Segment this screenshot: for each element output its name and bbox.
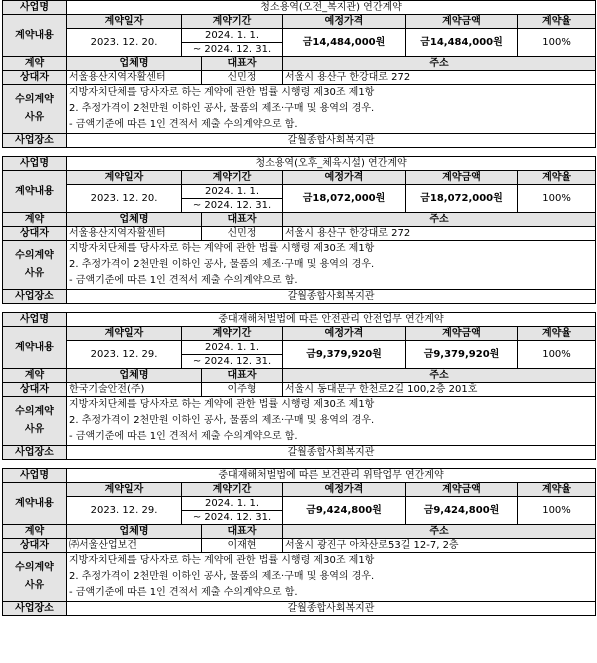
contract-period-header: 계약기간 xyxy=(182,327,283,341)
estimated-price-header: 예정가격 xyxy=(283,171,406,185)
reason-text xyxy=(67,85,596,134)
contract-rate-header: 계약율 xyxy=(518,171,596,185)
contractor-label-line1: 계약 xyxy=(3,57,67,71)
contract-period-start: 2024. 1. 1. xyxy=(182,29,283,43)
business-name-label: 사업명 xyxy=(3,157,67,171)
estimated-price-header: 예정가격 xyxy=(283,327,406,341)
contract-amount-header: 계약금액 xyxy=(406,327,518,341)
reason-label-line2: 사유 xyxy=(24,580,45,591)
reason-line-1: 지방자치단체를 당사자로 하는 계약에 관한 법률 시행령 제30조 제1항 xyxy=(69,555,375,566)
company-name-value: 서울용산지역자활센터 xyxy=(67,227,202,241)
contract-title: 중대재해처벌법에 따른 안전관리 안전업무 연간계약 xyxy=(67,313,596,327)
reason-line-2: 2. 추정가격이 2천만원 이하인 공사, 물품의 제조·구매 및 용역의 경우. xyxy=(69,415,375,426)
reason-line-3: - 금액기준에 따른 1인 견적서 제출 수의계약으로 함. xyxy=(69,587,298,598)
reason-label-line2: 사유 xyxy=(24,268,45,279)
contract-amount-header: 계약금액 xyxy=(406,15,518,29)
contract-period-header: 계약기간 xyxy=(182,171,283,185)
contract-amount-value: 금18,072,000원 xyxy=(406,185,518,213)
representative-value: 이주형 xyxy=(202,383,283,397)
contract-table xyxy=(2,312,596,460)
reason-line-2: 2. 추정가격이 2천만원 이하인 공사, 물품의 제조·구매 및 용역의 경우. xyxy=(69,103,375,114)
business-name-label: 사업명 xyxy=(3,313,67,327)
contract-title: 청소용역(오후_체육시설) 연간계약 xyxy=(67,157,596,171)
contract-details-label: 계약내용 xyxy=(3,483,67,525)
representative-value: 신민정 xyxy=(202,227,283,241)
contract-period-end: ~ 2024. 12. 31. xyxy=(182,199,283,213)
business-place-value: 갈월종합사회복지관 xyxy=(67,290,596,304)
business-place-value: 갈월종합사회복지관 xyxy=(67,134,596,148)
business-name-label: 사업명 xyxy=(3,1,67,15)
contract-period-header: 계약기간 xyxy=(182,483,283,497)
reason-label-line2: 사유 xyxy=(24,424,45,435)
reason-line-3: - 금액기준에 따른 1인 견적서 제출 수의계약으로 함. xyxy=(69,275,298,286)
address-header: 주소 xyxy=(283,57,596,71)
business-place-label: 사업장소 xyxy=(3,446,67,460)
contract-amount-header: 계약금액 xyxy=(406,483,518,497)
reason-text xyxy=(67,553,596,602)
company-name-header: 업체명 xyxy=(67,213,202,227)
representative-value: 이재현 xyxy=(202,539,283,553)
contract-period-end: ~ 2024. 12. 31. xyxy=(182,43,283,57)
contract-document xyxy=(2,0,595,624)
contract-date-value: 2023. 12. 20. xyxy=(67,29,182,57)
reason-label xyxy=(3,397,67,446)
contract-amount-value: 금9,424,800원 xyxy=(406,497,518,525)
contract-title: 청소용역(오전_복지관) 연간계약 xyxy=(67,1,596,15)
contract-date-header: 계약일자 xyxy=(67,171,182,185)
contract-rate-value: 100% xyxy=(518,29,596,57)
contract-details-label: 계약내용 xyxy=(3,15,67,57)
contract-period-start: 2024. 1. 1. xyxy=(182,497,283,511)
contract-period-header: 계약기간 xyxy=(182,15,283,29)
reason-label-line1: 수의계약 xyxy=(15,94,54,105)
estimated-price-value: 금14,484,000원 xyxy=(283,29,406,57)
contract-date-value: 2023. 12. 20. xyxy=(67,185,182,213)
contract-rate-value: 100% xyxy=(518,185,596,213)
contract-rate-header: 계약율 xyxy=(518,327,596,341)
contract-details-label: 계약내용 xyxy=(3,171,67,213)
company-name-header: 업체명 xyxy=(67,57,202,71)
representative-value: 신민정 xyxy=(202,71,283,85)
contract-period-start: 2024. 1. 1. xyxy=(182,185,283,199)
reason-line-2: 2. 추정가격이 2천만원 이하인 공사, 물품의 제조·구매 및 용역의 경우. xyxy=(69,571,375,582)
contract-details-label: 계약내용 xyxy=(3,327,67,369)
contract-date-value: 2023. 12. 29. xyxy=(67,497,182,525)
address-value: 서울시 용산구 한강대로 272 xyxy=(283,71,596,85)
business-name-label: 사업명 xyxy=(3,469,67,483)
reason-line-1: 지방자치단체를 당사자로 하는 계약에 관한 법률 시행령 제30조 제1항 xyxy=(69,243,375,254)
representative-header: 대표자 xyxy=(202,525,283,539)
reason-text xyxy=(67,241,596,290)
reason-line-3: - 금액기준에 따른 1인 견적서 제출 수의계약으로 함. xyxy=(69,119,298,130)
reason-label-line1: 수의계약 xyxy=(15,562,54,573)
contractor-label-line1: 계약 xyxy=(3,213,67,227)
contract-table xyxy=(2,156,596,304)
contract-period-end: ~ 2024. 12. 31. xyxy=(182,511,283,525)
contract-amount-value: 금9,379,920원 xyxy=(406,341,518,369)
contract-rate-header: 계약율 xyxy=(518,15,596,29)
address-header: 주소 xyxy=(283,525,596,539)
reason-label-line2: 사유 xyxy=(24,112,45,123)
contract-rate-header: 계약율 xyxy=(518,483,596,497)
representative-header: 대표자 xyxy=(202,57,283,71)
representative-header: 대표자 xyxy=(202,369,283,383)
reason-label-line1: 수의계약 xyxy=(15,250,54,261)
contractor-label-line1: 계약 xyxy=(3,525,67,539)
contract-title: 중대재해처벌법에 따른 보건관리 위탁업무 연간계약 xyxy=(67,469,596,483)
company-name-header: 업체명 xyxy=(67,369,202,383)
reason-label-line1: 수의계약 xyxy=(15,406,54,417)
address-value: 서울시 광진구 아차산로53길 12-7, 2층 xyxy=(283,539,596,553)
business-place-value: 갈월종합사회복지관 xyxy=(67,602,596,616)
reason-label xyxy=(3,85,67,134)
reason-line-3: - 금액기준에 따른 1인 견적서 제출 수의계약으로 함. xyxy=(69,431,298,442)
company-name-header: 업체명 xyxy=(67,525,202,539)
contract-table xyxy=(2,0,596,148)
address-header: 주소 xyxy=(283,213,596,227)
business-place-label: 사업장소 xyxy=(3,602,67,616)
contract-date-header: 계약일자 xyxy=(67,327,182,341)
contractor-label-line2: 상대자 xyxy=(3,227,67,241)
contract-period-start: 2024. 1. 1. xyxy=(182,341,283,355)
estimated-price-value: 금9,424,800원 xyxy=(283,497,406,525)
estimated-price-value: 금9,379,920원 xyxy=(283,341,406,369)
contract-date-value: 2023. 12. 29. xyxy=(67,341,182,369)
contractor-label-line2: 상대자 xyxy=(3,383,67,397)
representative-header: 대표자 xyxy=(202,213,283,227)
contract-period-end: ~ 2024. 12. 31. xyxy=(182,355,283,369)
address-value: 서울시 용산구 한강대로 272 xyxy=(283,227,596,241)
contract-date-header: 계약일자 xyxy=(67,15,182,29)
contract-amount-header: 계약금액 xyxy=(406,171,518,185)
estimated-price-header: 예정가격 xyxy=(283,483,406,497)
contract-amount-value: 금14,484,000원 xyxy=(406,29,518,57)
contractor-label-line2: 상대자 xyxy=(3,539,67,553)
company-name-value: 한국기술안전(주) xyxy=(67,383,202,397)
company-name-value: ㈜서울산업보건 xyxy=(67,539,202,553)
reason-label xyxy=(3,241,67,290)
reason-line-2: 2. 추정가격이 2천만원 이하인 공사, 물품의 제조·구매 및 용역의 경우. xyxy=(69,259,375,270)
contractor-label-line1: 계약 xyxy=(3,369,67,383)
business-place-label: 사업장소 xyxy=(3,290,67,304)
reason-label xyxy=(3,553,67,602)
reason-line-1: 지방자치단체를 당사자로 하는 계약에 관한 법률 시행령 제30조 제1항 xyxy=(69,87,375,98)
address-value: 서울시 동대문구 한천로2길 100,2층 201호 xyxy=(283,383,596,397)
estimated-price-value: 금18,072,000원 xyxy=(283,185,406,213)
business-place-label: 사업장소 xyxy=(3,134,67,148)
contractor-label-line2: 상대자 xyxy=(3,71,67,85)
company-name-value: 서울용산지역자활센터 xyxy=(67,71,202,85)
estimated-price-header: 예정가격 xyxy=(283,15,406,29)
address-header: 주소 xyxy=(283,369,596,383)
contract-rate-value: 100% xyxy=(518,341,596,369)
reason-line-1: 지방자치단체를 당사자로 하는 계약에 관한 법률 시행령 제30조 제1항 xyxy=(69,399,375,410)
reason-text xyxy=(67,397,596,446)
contract-date-header: 계약일자 xyxy=(67,483,182,497)
contract-table xyxy=(2,468,596,616)
contract-rate-value: 100% xyxy=(518,497,596,525)
business-place-value: 갈월종합사회복지관 xyxy=(67,446,596,460)
